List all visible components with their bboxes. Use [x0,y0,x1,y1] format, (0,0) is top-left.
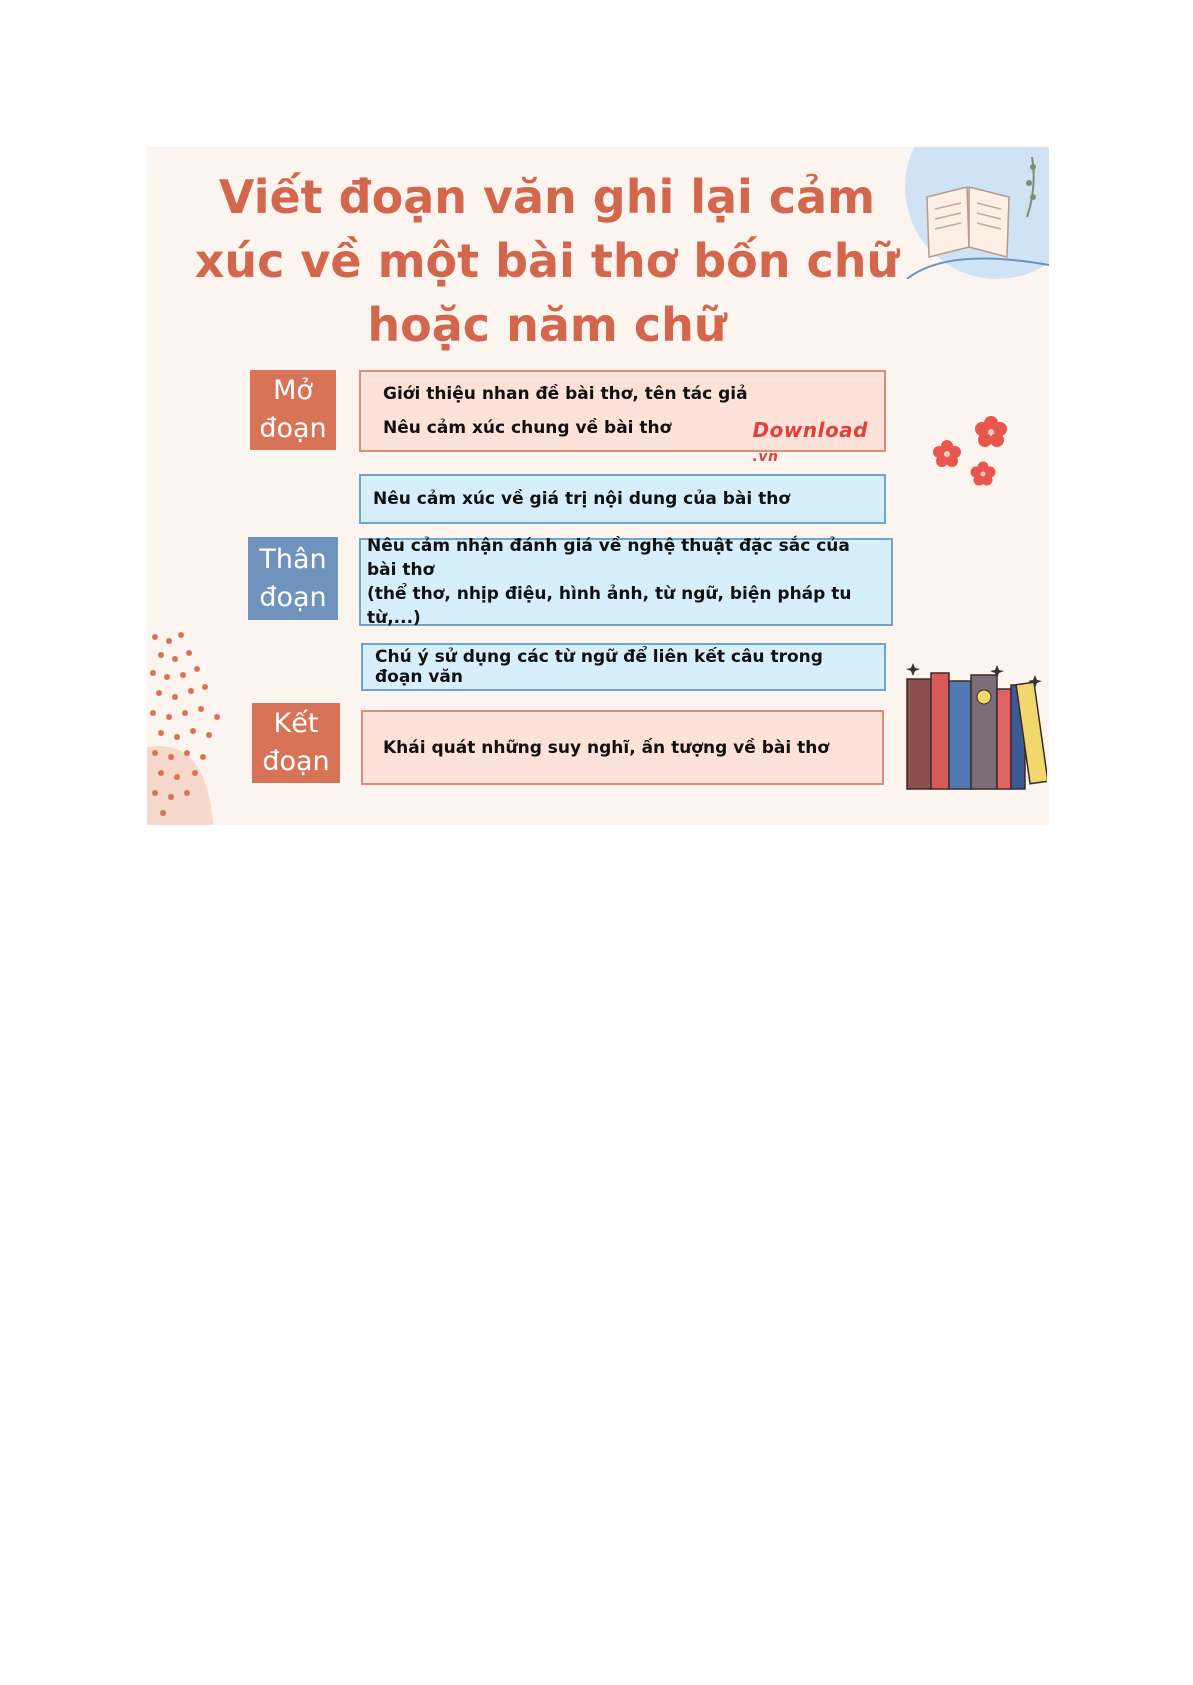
conclusion-box [361,710,884,785]
watermark-suffix: .vn [752,449,779,465]
body-link-box [361,643,886,691]
section-label-mo-doan [250,370,336,450]
title-line-2: xúc về một bài thơ bốn chữ [194,234,900,288]
body-link-text: Chú ý sử dụng các từ ngữ để liên kết câu trong đoạn văn [375,647,823,687]
intro-line-2: Nêu cảm xúc chung về bài thơ [383,418,672,438]
download-vn-watermark [753,418,868,466]
dot-pattern [147,627,237,825]
body-art-text-2: (thể thơ, nhịp điệu, hình ảnh, từ ngữ, biện pháp tu từ,...) [367,584,852,628]
title-line-1: Viết đoạn văn ghi lại cảm [218,170,876,224]
flower-icon [927,412,1017,502]
body-art-box [359,538,893,626]
body-content-box [359,474,886,524]
section-label-line: Thân [259,543,327,575]
section-label-ket-doan [252,703,340,783]
section-label-line: đoạn [259,581,327,613]
conclusion-text: Khái quát những suy nghĩ, ấn tượng về bài thơ [383,737,829,758]
watermark-main: Download [752,418,868,442]
section-label-line: đoạn [262,746,330,777]
body-content-text: Nêu cảm xúc về giá trị nội dung của bài thơ [373,489,791,509]
intro-line-1: Giới thiệu nhan đề bài thơ, tên tác giả [383,384,748,404]
section-label-line: Kết [273,708,319,739]
title-line-3: hoặc năm chữ [367,298,727,352]
body-art-text-1: Nêu cảm nhận đánh giá về nghệ thuật đặc sắc của bài thơ [367,536,850,580]
infographic [147,147,1049,825]
open-book-icon [887,147,1049,279]
intro-box [359,370,886,465]
section-label-line: Mở [273,375,313,406]
page-title [187,165,907,357]
book-stack-icon [897,663,1047,793]
section-label-than-doan [248,537,338,620]
section-label-line: đoạn [259,413,327,444]
